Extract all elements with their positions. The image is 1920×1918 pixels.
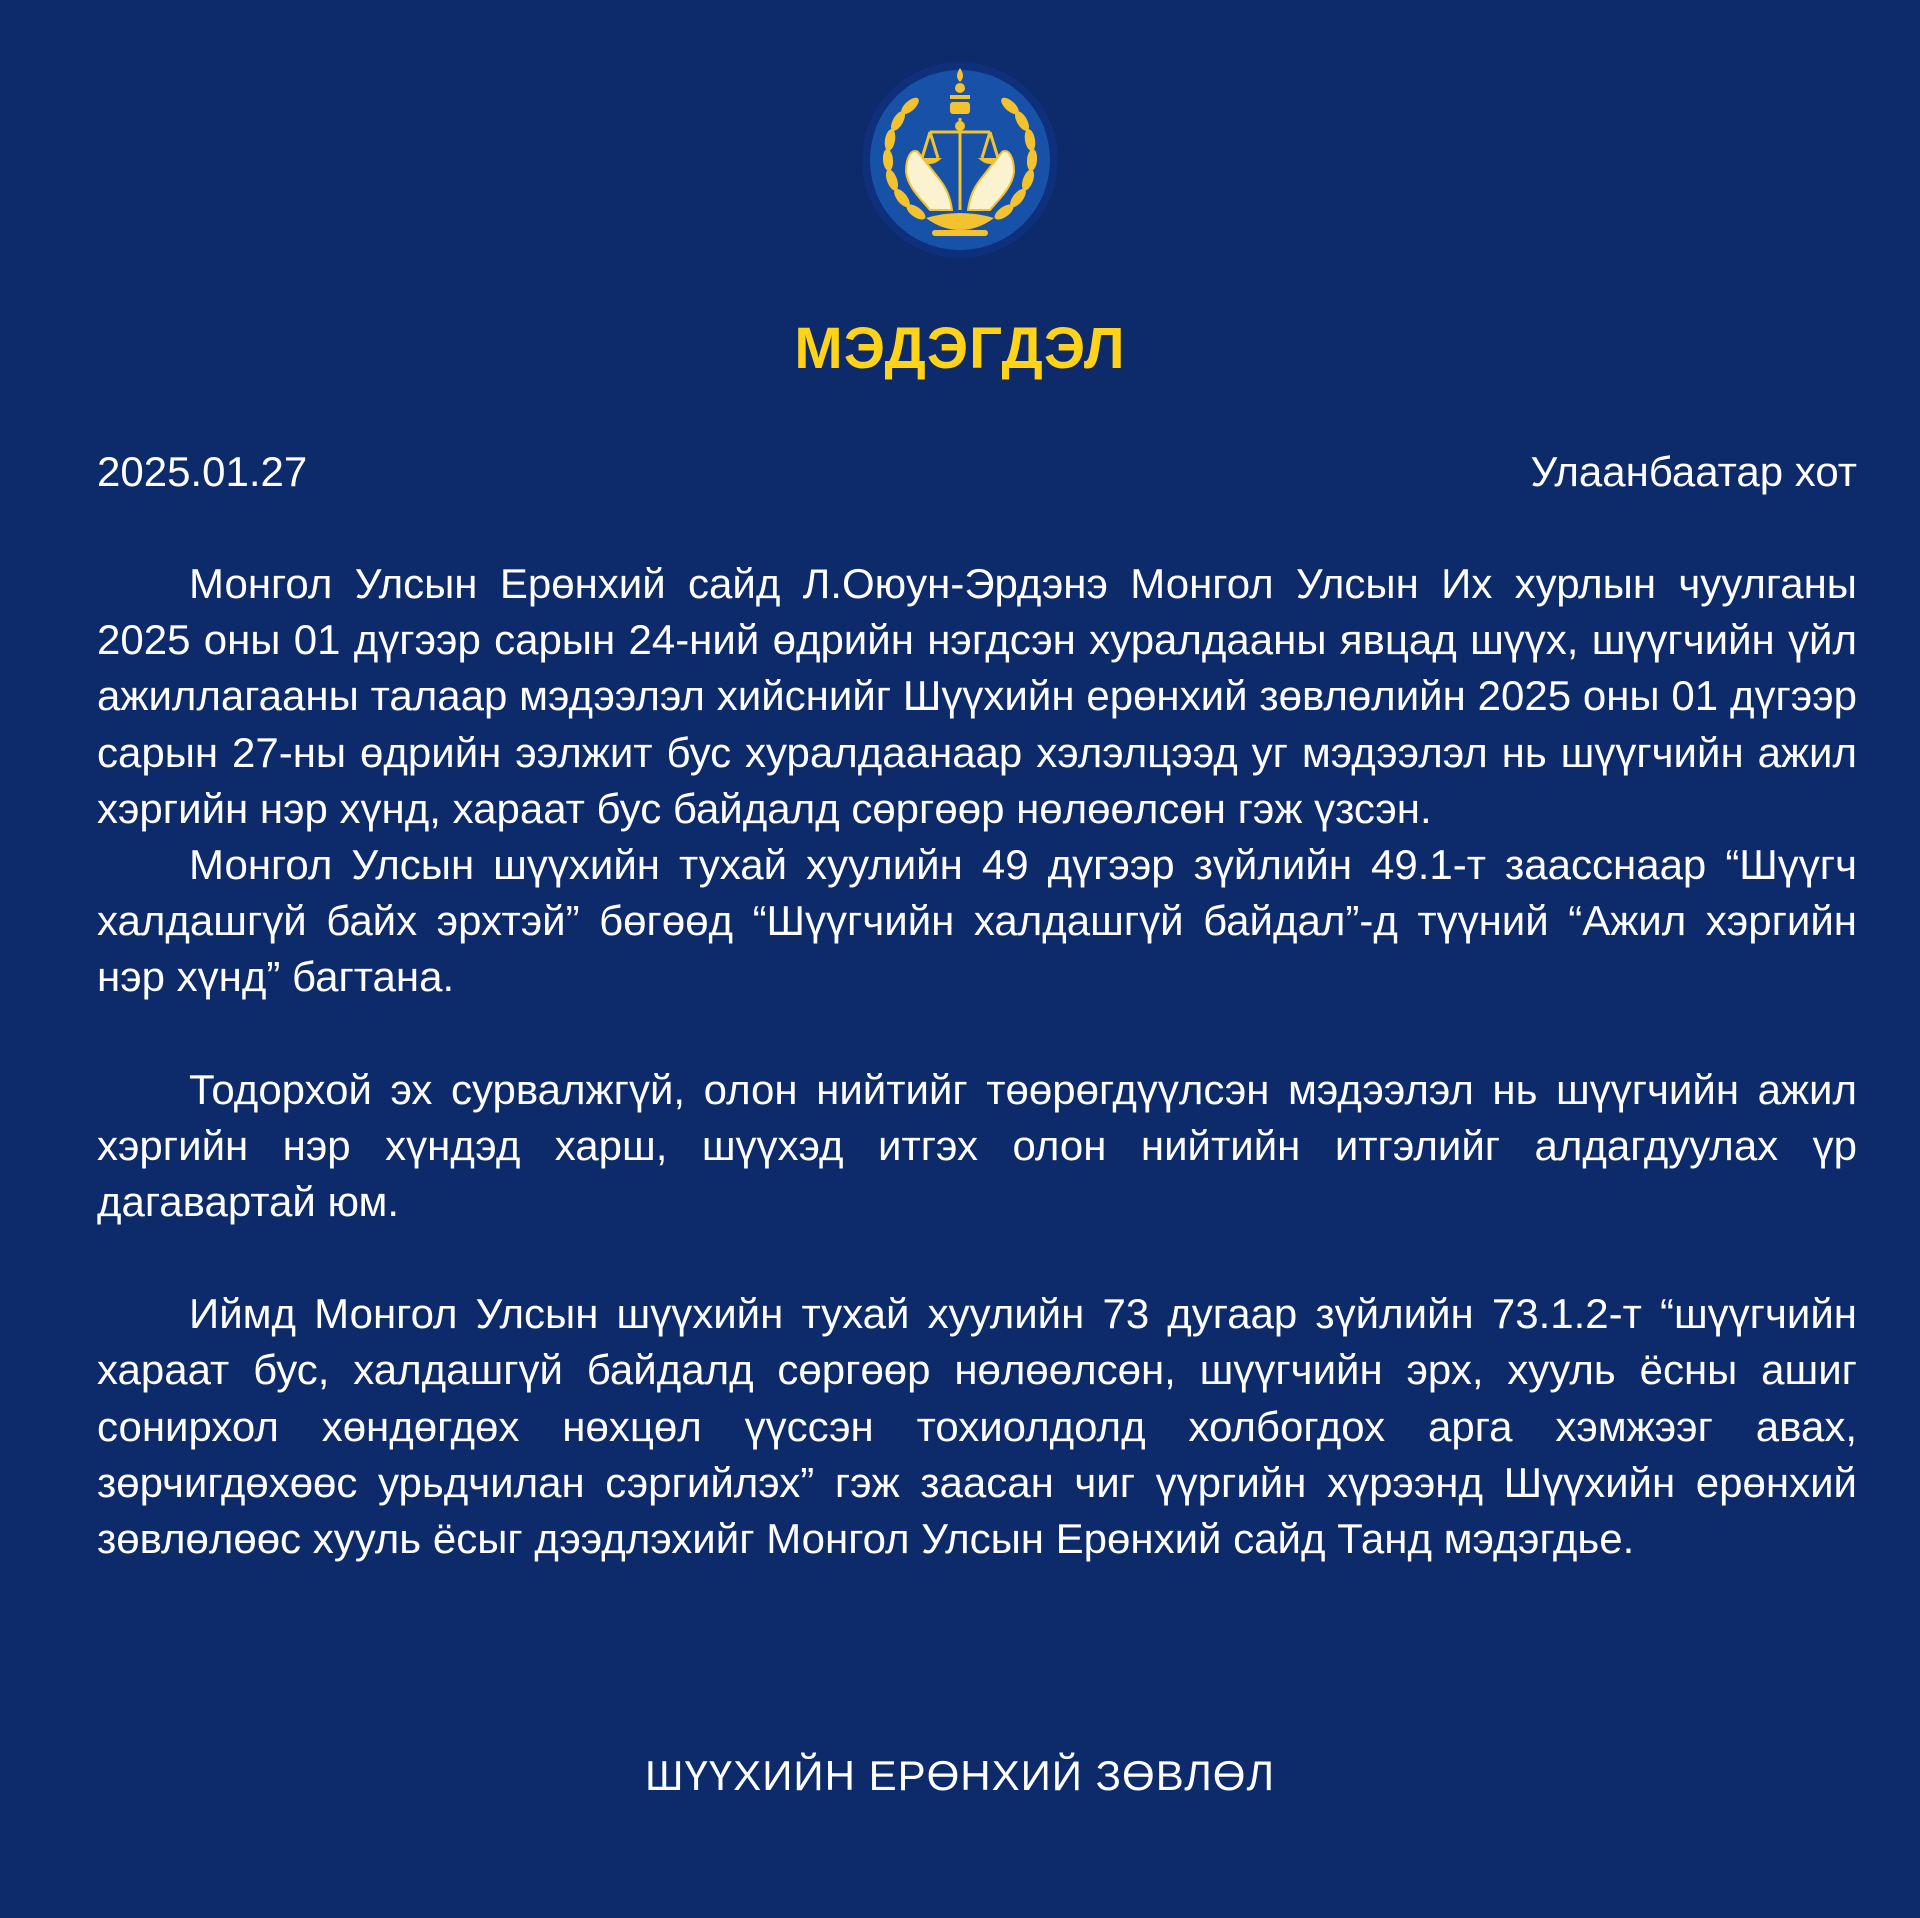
body-paragraph-3: Тодорхой эх сурвалжгүй, олон нийтийг төөрөгдүүлсэн мэдээлэл нь шүүгчийн ажил хэргийн нэр хүндэд харш, шүүхэд итгэх олон нийтийн итгэлийг алдагдуулах үр дагавартай юм. [97, 1065, 1857, 1226]
notice-location: Улаанбаатар хот [1530, 448, 1857, 495]
judicial-council-emblem-icon [860, 60, 1060, 260]
body-paragraph-1: Монгол Улсын Ерөнхий сайд Л.Оюун-Эрдэнэ Монгол Улсын Их хурлын чуулганы 2025 оны 01 дүгээр сарын 24-ний өдрийн нэгдсэн хуралдааны явцад шүүх, шүүгчийн үйл ажиллагааны талаар мэдээлэл хийснийг Шүүхийн ерөнхий зөвлөлийн 2025 оны 01 дүгээр сарын 27-ны өдрийн ээлжит бус хуралдаанаар хэлэлцээд уг мэдээлэл нь шүүгчийн ажил хэргийн нэр хүнд, хараат бус байдалд сөргөөр нөлөөлсөн гэж үзсэн. [97, 560, 1857, 832]
issuer-signature: ШҮҮХИЙН ЕРӨНХИЙ ЗӨВЛӨЛ [644, 1752, 1276, 1799]
notice-body [97, 556, 1857, 1567]
body-paragraph-4: Иймд Монгол Улсын шүүхийн тухай хуулийн 73 дугаар зүйлийн 73.1.2-т “шүүгчийн хараат бус, халдашгүй байдалд сөргөөр нөлөөлсөн, шүүгчийн эрх, хууль ёсны ашиг сонирхол хөндөгдөх нөхцөл үүссэн тохиолдолд холбогдох арга хэмжээг авах, зөрчигдөхөөс урьдчилан сэргийлэх” гэж заасан чиг үүргийн хүрээнд Шүүхийн ерөнхий зөвлөлөөс хууль ёсыг дээдлэхийг Монгол Улсын Ерөнхий сайд Танд мэдэгдье. [97, 1290, 1857, 1563]
body-paragraph-2: Монгол Улсын шүүхийн тухай хуулийн 49 дүгээр зүйлийн 49.1-т заасснаар “Шүүгч халдашгүй байх эрхтэй” бөгөөд “Шүүгчийн халдашгүй байдал”-д түүний “Ажил хэргийн нэр хүнд” багтана. [97, 841, 1857, 1001]
notice-title: МЭДЭГДЭЛ [794, 316, 1126, 381]
meta-row [97, 448, 1857, 496]
notice-date: 2025.01.27 [97, 448, 308, 495]
